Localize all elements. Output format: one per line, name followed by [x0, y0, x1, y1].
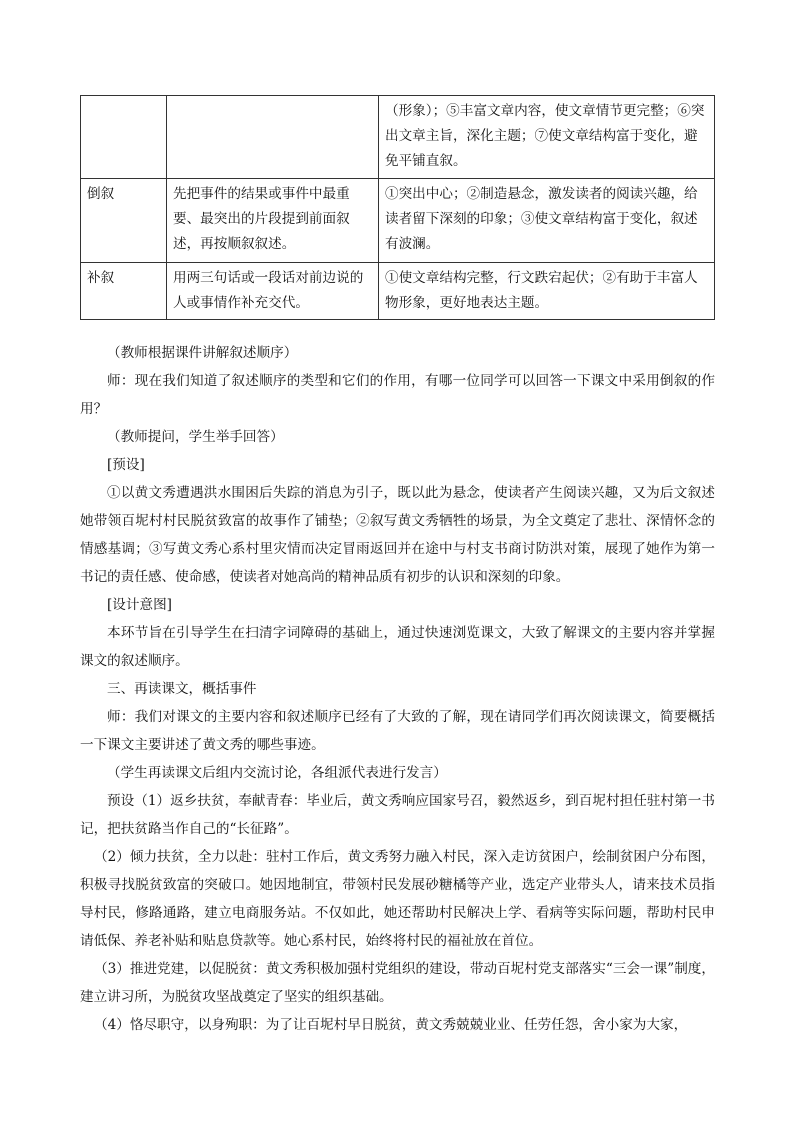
table-row	[81, 263, 715, 320]
stage-direction: （学生再读课文后组内交流讨论，各组派代表进行发言）	[107, 765, 447, 781]
table-cell-definition	[167, 96, 379, 179]
narrative-order-table	[80, 95, 715, 320]
table-cell-type: 倒叙	[81, 179, 167, 263]
table-row	[81, 96, 715, 179]
preset-answer: ①以黄文秀遭遇洪水围困后失踪的消息为引子，既以此为悬念，使读者产生阅读兴趣，又为后文叙述她带领百坭村村民脱贫致富的故事作了铺垫；②叙写黄文秀牺牲的场景，为全文奠定了悲壮、深情怀念的情感基调；③写黄文秀心系村里灾情而决定冒雨返回并在途中与村支书商讨防洪对策，展现了她作为第一书记的责任感、使命感，使读者对她高尚的精神品质有初步的认识和深刻的印象。	[80, 485, 715, 585]
preset-item-3: （3）推进党建，以促脱贫：黄文秀积极加强村党组织的建设，带动百坭村党支部落实“三会一课”制度，建立讲习所，为脱贫攻坚战奠定了坚实的组织基础。	[80, 961, 715, 1005]
stage-direction: （教师提问，学生举手回答）	[107, 429, 284, 445]
table-cell-type	[81, 96, 167, 179]
preset-item-2: （2）倾力扶贫，全力以赴：驻村工作后，黄文秀努力融入村民，深入走访贫困户，绘制贫困户分布图，积极寻找脱贫致富的突破口。她因地制宜，带领村民发展砂糖橘等产业，选定产业带头人，请来技术员指导村民，修路通路，建立电商服务站。不仅如此，她还帮助村民解决上学、看病等实际问题，帮助村民申请低保、养老补贴和贴息贷款等。她心系村民，始终将村民的福祉放在首位。	[80, 849, 715, 949]
preset-item-1: 预设（1）返乡扶贫，奉献青春：毕业后，黄文秀响应国家号召，毅然返乡，到百坭村担任驻村第一书记，把扶贫路当作自己的“长征路”。	[80, 793, 715, 837]
preset-heading: [预设]	[107, 457, 145, 473]
table-cell-definition: 先把事件的结果或事件中最重要、最突出的片段提到前面叙述，再按顺叙叙述。	[167, 179, 379, 263]
teacher-question: 师：我们对课文的主要内容和叙述顺序已经有了大致的了解，现在请同学们再次阅读课文，简要概括一下课文主要讲述了黄文秀的哪些事迹。	[80, 709, 715, 753]
table-cell-effect: ①突出中心；②制造悬念，激发读者的阅读兴趣，给读者留下深刻的印象；③使文章结构富于变化，叙述有波澜。	[379, 179, 715, 263]
stage-direction: （教师根据课件讲解叙述顺序）	[107, 345, 298, 361]
table-cell-effect: （形象）；⑤丰富文章内容，使文章情节更完整；⑥突出文章主旨，深化主题；⑦使文章结构富于变化，避免平铺直叙。	[379, 96, 715, 179]
table-row	[81, 179, 715, 263]
design-intent-text: 本环节旨在引导学生在扫清字词障碍的基础上，通过快速浏览课文，大致了解课文的主要内容并掌握课文的叙述顺序。	[80, 625, 715, 669]
teacher-question: 师：现在我们知道了叙述顺序的类型和它们的作用，有哪一位同学可以回答一下课文中采用倒叙的作用？	[80, 373, 715, 417]
preset-item-4: （4）恪尽职守，以身殉职：为了让百坭村早日脱贫，黄文秀兢兢业业、任劳任怨，舍小家为大家，	[94, 1017, 688, 1033]
table-cell-effect: ①使文章结构完整，行文跌宕起伏；②有助于丰富人物形象，更好地表达主题。	[379, 263, 715, 320]
section-heading: 三、再读课文，概括事件	[107, 681, 257, 697]
table-cell-type: 补叙	[81, 263, 167, 320]
table-cell-definition: 用两三句话或一段话对前边说的人或事情作补充交代。	[167, 263, 379, 320]
design-intent-heading: [设计意图]	[107, 597, 172, 613]
